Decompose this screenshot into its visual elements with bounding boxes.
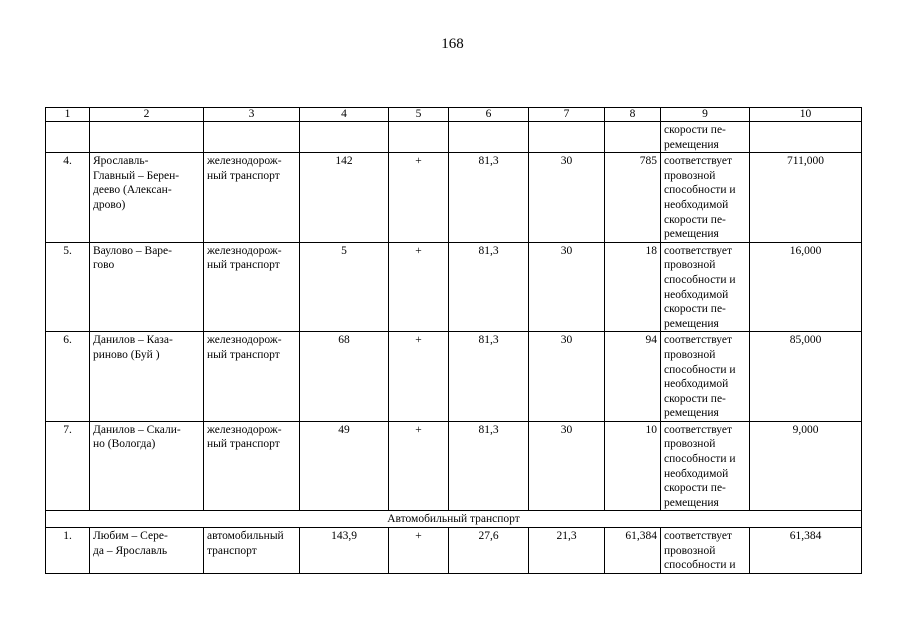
table-cell bbox=[389, 122, 449, 153]
row-number: 7. bbox=[46, 421, 90, 511]
table-cell: 711,000 bbox=[750, 153, 862, 243]
table-cell: соответствует провозной способности и необходимой скорости пе- ремещения bbox=[661, 421, 750, 511]
table-cell: скорости пе- ремещения bbox=[661, 122, 750, 153]
table-cell: 49 bbox=[300, 421, 389, 511]
header-cell: 1 bbox=[46, 108, 90, 122]
header-cell: 10 bbox=[750, 108, 862, 122]
continuation-row bbox=[46, 122, 862, 153]
row-number: 1. bbox=[46, 528, 90, 574]
table-cell: 61,384 bbox=[605, 528, 661, 574]
table-cell: 9,000 bbox=[750, 421, 862, 511]
table-cell bbox=[46, 122, 90, 153]
table-cell: 81,3 bbox=[449, 421, 529, 511]
header-cell: 6 bbox=[449, 108, 529, 122]
table-cell: 61,384 bbox=[750, 528, 862, 574]
table-cell: 10 bbox=[605, 421, 661, 511]
table-cell: + bbox=[389, 528, 449, 574]
table-cell: 16,000 bbox=[750, 242, 862, 332]
transport-type-cell: железнодорож- ный транспорт bbox=[204, 421, 300, 511]
table-cell: 81,3 bbox=[449, 242, 529, 332]
table-cell: + bbox=[389, 242, 449, 332]
transport-type-cell: железнодорож- ный транспорт bbox=[204, 153, 300, 243]
route-cell: Данилов – Каза- риново (Буй ) bbox=[90, 332, 204, 422]
route-cell: Данилов – Скали- но (Вологда) bbox=[90, 421, 204, 511]
table-cell: 30 bbox=[529, 332, 605, 422]
route-cell: Ваулово – Варе- гово bbox=[90, 242, 204, 332]
table-row bbox=[46, 528, 862, 574]
table-cell bbox=[204, 122, 300, 153]
table-cell: + bbox=[389, 421, 449, 511]
transport-table bbox=[45, 107, 862, 574]
table-cell: 68 bbox=[300, 332, 389, 422]
table-cell: + bbox=[389, 153, 449, 243]
table-cell: соответствует провозной способности и bbox=[661, 528, 750, 574]
table-cell: 30 bbox=[529, 421, 605, 511]
table-cell: 81,3 bbox=[449, 153, 529, 243]
header-row bbox=[46, 108, 862, 122]
transport-type-cell: железнодорож- ный транспорт bbox=[204, 332, 300, 422]
table-cell bbox=[529, 122, 605, 153]
route-cell: Любим – Сере- да – Ярославль bbox=[90, 528, 204, 574]
transport-type-cell: автомобильный транспорт bbox=[204, 528, 300, 574]
table-cell: 81,3 bbox=[449, 332, 529, 422]
table-row bbox=[46, 421, 862, 511]
table-cell: 85,000 bbox=[750, 332, 862, 422]
table-cell bbox=[90, 122, 204, 153]
table-cell: 143,9 bbox=[300, 528, 389, 574]
table-cell: соответствует провозной способности и необходимой скорости пе- ремещения bbox=[661, 332, 750, 422]
table-cell bbox=[449, 122, 529, 153]
row-number: 5. bbox=[46, 242, 90, 332]
section-title: Автомобильный транспорт bbox=[46, 511, 862, 528]
table-cell: 94 bbox=[605, 332, 661, 422]
table-cell: 5 bbox=[300, 242, 389, 332]
table-cell: соответствует провозной способности и необходимой скорости пе- ремещения bbox=[661, 242, 750, 332]
table-cell: соответствует провозной способности и необходимой скорости пе- ремещения bbox=[661, 153, 750, 243]
row-number: 4. bbox=[46, 153, 90, 243]
table-row bbox=[46, 153, 862, 243]
table-cell: 27,6 bbox=[449, 528, 529, 574]
table-cell bbox=[605, 122, 661, 153]
route-cell: Ярославль- Главный – Берен- деево (Алексан- дрово) bbox=[90, 153, 204, 243]
transport-type-cell: железнодорож- ный транспорт bbox=[204, 242, 300, 332]
table-cell: 785 bbox=[605, 153, 661, 243]
header-cell: 4 bbox=[300, 108, 389, 122]
table-row bbox=[46, 242, 862, 332]
header-cell: 5 bbox=[389, 108, 449, 122]
table-cell: 30 bbox=[529, 242, 605, 332]
table-cell: 30 bbox=[529, 153, 605, 243]
header-cell: 2 bbox=[90, 108, 204, 122]
table-row bbox=[46, 332, 862, 422]
table-cell: 142 bbox=[300, 153, 389, 243]
page-number: 168 bbox=[441, 36, 464, 52]
table-cell: 21,3 bbox=[529, 528, 605, 574]
table-cell bbox=[750, 122, 862, 153]
header-cell: 9 bbox=[661, 108, 750, 122]
table-cell bbox=[300, 122, 389, 153]
header-cell: 3 bbox=[204, 108, 300, 122]
header-cell: 7 bbox=[529, 108, 605, 122]
table-cell: 18 bbox=[605, 242, 661, 332]
table-cell: + bbox=[389, 332, 449, 422]
row-number: 6. bbox=[46, 332, 90, 422]
section-row bbox=[46, 511, 862, 528]
header-cell: 8 bbox=[605, 108, 661, 122]
